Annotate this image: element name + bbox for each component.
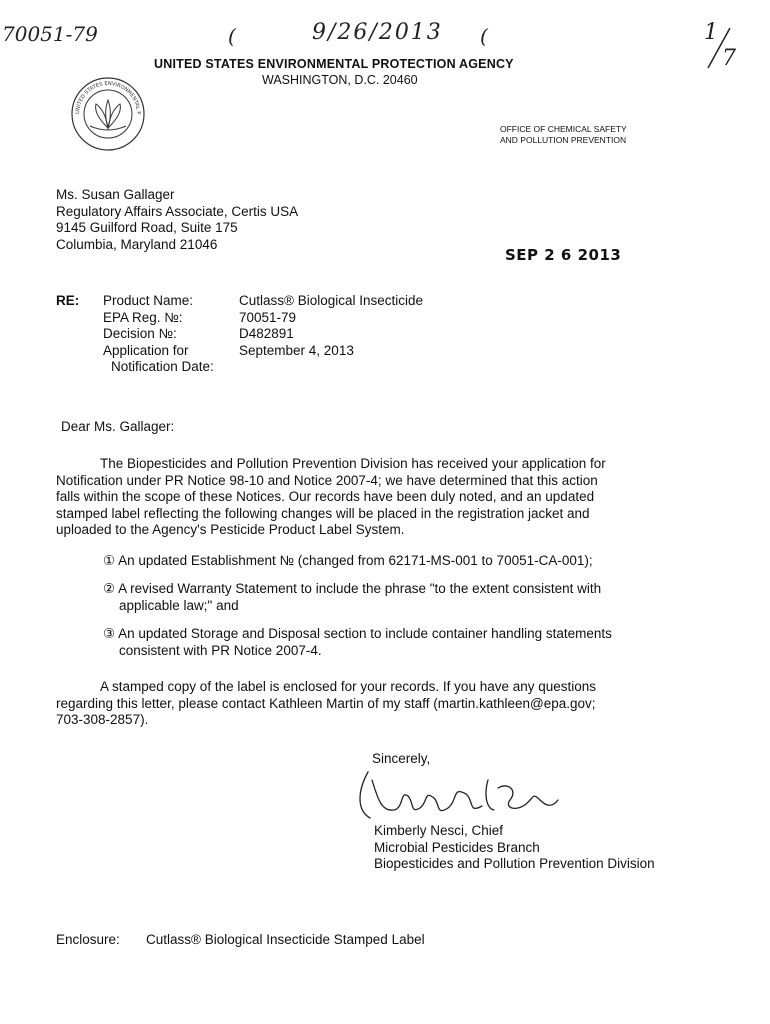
signatory-branch: Microbial Pesticides Branch (374, 839, 540, 855)
re-row-continuation (103, 359, 563, 376)
list-item-line: applicable law;" and (119, 597, 239, 613)
office-line-2: AND POLLUTION PREVENTION (500, 135, 627, 145)
list-item-line: consistent with PR Notice 2007-4. (119, 642, 322, 658)
list-item-1 (103, 553, 593, 570)
re-block (103, 293, 563, 376)
re-row-reg (103, 310, 563, 327)
list-item-line: ① An updated Establishment № (changed from 62171-MS-001 to 70051-CA-001); (103, 553, 593, 568)
re-row-decision (103, 326, 563, 343)
handwritten-reg-number: 70051-79 (2, 22, 98, 46)
handwritten-paren-close: ( (480, 24, 488, 48)
page-fraction-bottom: 7 (722, 46, 736, 71)
handwritten-date: 9/26/2013 (312, 20, 443, 45)
signature-icon (348, 760, 568, 830)
paragraph-1-line: Notification under PR Notice 98-10 and Notice 2007-4; we have determined that this action (56, 472, 598, 488)
list-item-line: ② A revised Warranty Statement to include the phrase "to the extent consistent with (103, 581, 602, 596)
epa-seal-logo (70, 76, 146, 152)
re-value: September 4, 2013 (239, 342, 354, 358)
paragraph-2 (56, 679, 716, 729)
recipient-block (56, 187, 298, 253)
re-row-product (103, 293, 563, 310)
agency-city: WASHINGTON, D.C. 20460 (262, 73, 418, 87)
re-continuation: Notification Date: (111, 359, 214, 374)
recipient-name: Ms. Susan Gallager (56, 187, 175, 202)
agency-name: UNITED STATES ENVIRONMENTAL PROTECTION AGENCY (154, 57, 514, 71)
paragraph-1-line: The Biopesticides and Pollution Prevention Division has received your application for (100, 456, 606, 471)
paragraph-2-line: regarding this letter, please contact Kathleen Martin of my staff (martin.kathleen@epa.gov; (56, 695, 596, 711)
recipient-title: Regulatory Affairs Associate, Certis USA (56, 203, 299, 219)
list-item-3 (103, 626, 612, 659)
handwritten-paren-open: ( (228, 24, 236, 48)
re-value: D482891 (239, 326, 294, 341)
re-key: Application for (103, 342, 189, 358)
signatory-block (374, 823, 655, 873)
closing-sincerely: Sincerely, (372, 751, 431, 766)
re-value: 70051-79 (239, 309, 297, 325)
enclosure-label: Enclosure: (56, 932, 120, 947)
enclosure-value: Cutlass® Biological Insecticide Stamped Label (146, 932, 425, 947)
recipient-address-2: Columbia, Maryland 21046 (56, 236, 218, 252)
paragraph-1 (56, 456, 716, 539)
paragraph-1-line: stamped label reflecting the following changes will be placed in the registration jacket and (56, 505, 590, 521)
paragraph-1-line: falls within the scope of these Notices. Our records have been duly noted, and an updated (56, 489, 595, 504)
page-fraction-top: 1 (704, 20, 718, 45)
re-key: Product Name: (103, 293, 194, 308)
received-date-stamp: SEP 2 6 2013 (505, 246, 622, 264)
seal-text: UNITED STATES ENVIRONMENTAL P (74, 80, 142, 115)
list-item-line: ③ An updated Storage and Disposal section to include container handling statements (103, 626, 612, 641)
re-key: Decision №: (103, 326, 177, 341)
paragraph-2-line: 703-308-2857). (56, 712, 149, 727)
salutation: Dear Ms. Gallager: (61, 419, 175, 434)
re-label: RE: (56, 293, 80, 308)
list-item-2 (103, 581, 601, 614)
enclosure-line (56, 932, 425, 949)
handwritten-page-fraction (700, 20, 740, 74)
re-key: EPA Reg. №: (103, 309, 183, 325)
paragraph-2-line: A stamped copy of the label is enclosed for your records. If you have any questions (100, 679, 597, 694)
office-line-1: OFFICE OF CHEMICAL SAFETY (500, 124, 627, 134)
signatory-division: Biopesticides and Pollution Prevention Division (374, 856, 655, 871)
paragraph-1-line: uploaded to the Agency's Pesticide Product Label System. (56, 522, 405, 537)
signature (348, 760, 568, 830)
signatory-name: Kimberly Nesci, Chief (374, 823, 504, 838)
epa-seal-icon (70, 76, 146, 152)
recipient-address-1: 9145 Guilford Road, Suite 175 (56, 220, 238, 235)
re-row-application (103, 343, 563, 360)
re-value: Cutlass® Biological Insecticide (239, 293, 424, 308)
